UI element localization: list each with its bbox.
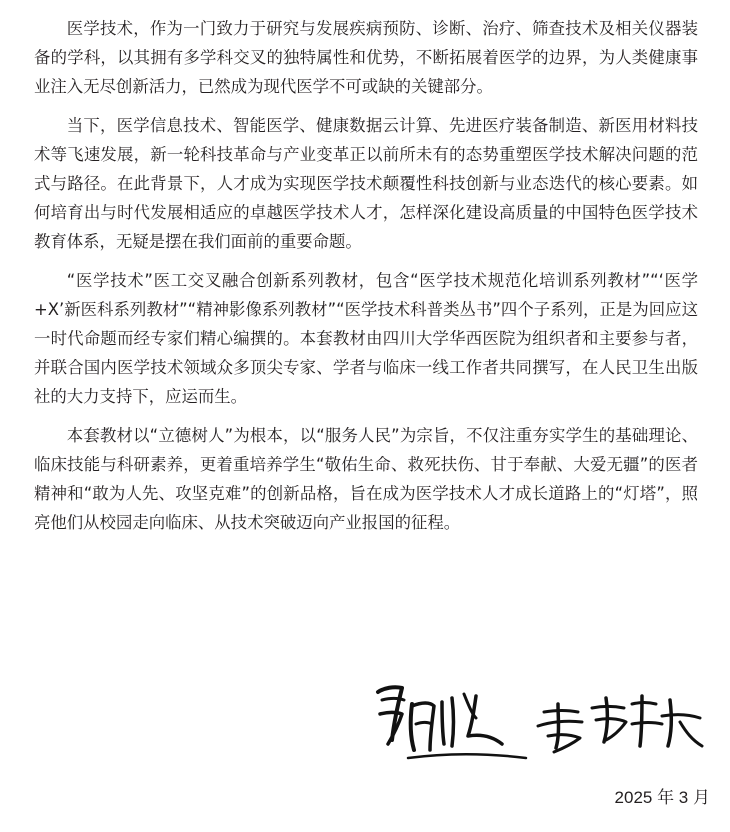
paragraph-3: “医学技术”医工交叉融合创新系列教材，包含“医学技术规范化培训系列教材”“‘医学+X’新医科系列教材”“精神影像系列教材”“医学技术科普类丛书”四个子系列，正是为回应这一时代命题而经专家们精心编撰的。本套教材由四川大学华西医院为组织者和主要参与者，并联合国内医学技术领域众多顶尖专家、学者与临床一线工作者共同撰写，在人民卫生出版社的大力支持下，应运而生。: [34, 271, 698, 406]
handwritten-signature-1: [368, 674, 538, 770]
document-date: [560, 786, 710, 810]
handwritten-signature-2: [530, 682, 710, 762]
signature-block: [360, 670, 720, 780]
body-text: [34, 14, 698, 547]
paragraph-1: 医学技术，作为一门致力于研究与发展疾病预防、诊断、治疗、筛查技术及相关仪器装备的学科，以其拥有多学科交叉的独特属性和优势，不断拓展着医学的边界，为人类健康事业注入无尽创新活力，已然成为现代医学不可或缺的关键部分。: [34, 19, 698, 96]
paragraph-4: 本套教材以“立德树人”为根本，以“服务人民”为宗旨，不仅注重夯实学生的基础理论、临床技能与科研素养，更着重培养学生“敬佑生命、救死扶伤、甘于奉献、大爱无疆”的医者精神和“敢为人先、攻坚克难”的创新品格，旨在成为医学技术人才成长道路上的“灯塔”，照亮他们从校园走向临床、从技术突破迈向产业报国的征程。: [34, 426, 698, 532]
paragraph-2: 当下，医学信息技术、智能医学、健康数据云计算、先进医疗装备制造、新医用材料技术等飞速发展，新一轮科技革命与产业变革正以前所未有的态势重塑医学技术解决问题的范式与路径。在此背景下，人才成为实现医学技术颠覆性科技创新与业态迭代的核心要素。如何培育出与时代发展相适应的卓越医学技术人才，怎样深化建设高质量的中国特色医学技术教育体系，无疑是摆在我们面前的重要命题。: [34, 116, 698, 251]
date-text: 2025 年 3 月: [614, 788, 710, 807]
